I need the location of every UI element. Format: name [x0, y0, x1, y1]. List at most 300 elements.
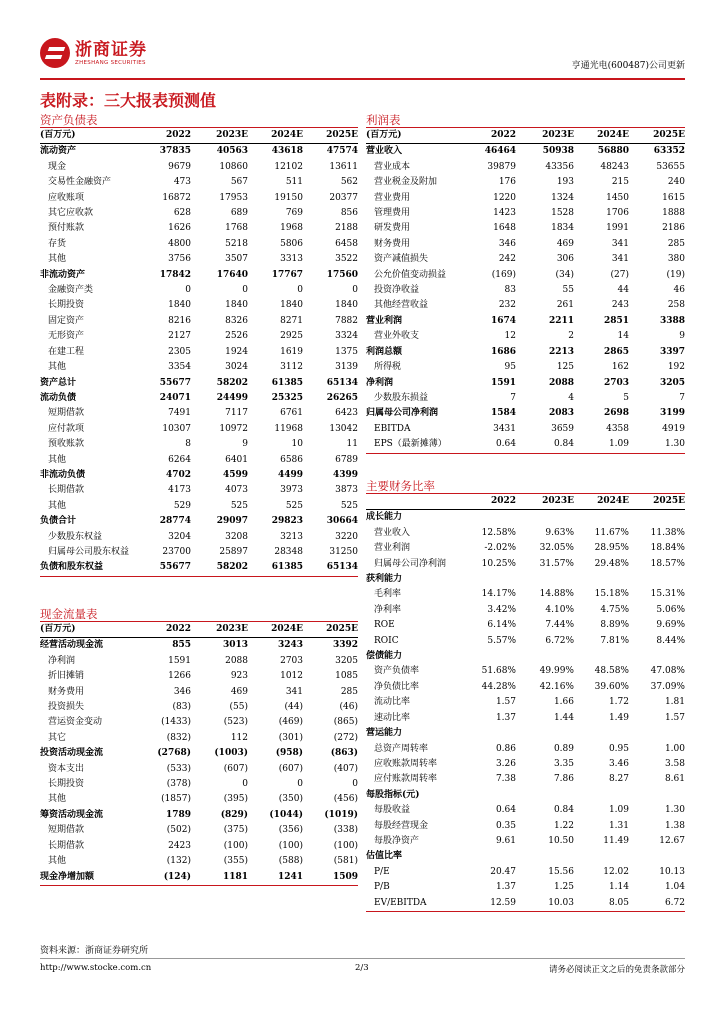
cell-value: 9.61	[495, 835, 516, 846]
row-label: 非流动负债	[40, 469, 86, 480]
cell-value: 3.42%	[487, 604, 516, 615]
cell-value: 8.44%	[656, 635, 685, 646]
cell-value: 0.35	[495, 820, 516, 831]
cell-value: 1266	[168, 671, 191, 682]
page-header	[40, 38, 685, 76]
table-row	[366, 406, 685, 421]
cell-value	[461, 649, 516, 664]
cell-value: 8	[185, 439, 191, 450]
row-label: 长期投资	[48, 300, 85, 311]
cell-value: 14	[617, 331, 629, 342]
cell-value: 3354	[168, 362, 191, 373]
ratios-title: 主要财务比率	[366, 479, 435, 493]
cell-value: 1.66	[553, 697, 574, 708]
cell-value: 0.64	[461, 437, 516, 453]
cell-value: 37.09%	[650, 681, 685, 692]
cell-value: 15.31%	[650, 589, 685, 600]
cell-value: 689	[230, 208, 248, 219]
table-row	[40, 499, 358, 514]
footer-url[interactable]: http://www.stocke.com.cn	[40, 963, 152, 973]
cell-value: 4919	[662, 423, 685, 434]
cell-value: (169)	[491, 269, 516, 280]
row-label: 金融资产类	[48, 285, 94, 296]
cell-value: 7.44%	[545, 620, 574, 631]
cell-value: 50938	[542, 146, 574, 157]
table-row	[40, 144, 358, 160]
year-header: 2022	[461, 128, 516, 144]
cell-value: 39879	[487, 161, 516, 172]
cell-value: 1.25	[553, 882, 574, 893]
cell-value: 1888	[662, 208, 685, 219]
table-row	[366, 603, 685, 618]
cell-value: 14.17%	[481, 589, 516, 600]
cell-value	[574, 788, 629, 803]
cell-value: 3756	[168, 254, 191, 265]
cell-value: 1.37	[495, 882, 516, 893]
cell-value: (301)	[278, 732, 303, 743]
cell-value: (2768)	[157, 748, 191, 759]
cell-value: 4702	[165, 469, 191, 480]
cell-value: 0.95	[608, 743, 629, 754]
cell-value: 8.61	[664, 774, 685, 785]
cell-value: 7117	[225, 408, 248, 419]
cell-value: 3243	[277, 640, 303, 651]
table-row	[366, 788, 685, 803]
cell-value: (27)	[610, 269, 629, 280]
cell-value: 29.48%	[594, 558, 629, 569]
table-row	[40, 252, 358, 267]
cell-value: 8.27	[608, 774, 629, 785]
cell-value: 3431	[493, 423, 516, 434]
cell-value: 8.05	[574, 896, 629, 912]
cell-value: (34)	[555, 269, 574, 280]
cell-value: 3392	[332, 640, 358, 651]
table-row	[40, 514, 358, 529]
cell-value: 232	[498, 300, 516, 311]
cell-value: 3204	[168, 531, 191, 542]
row-label: EBITDA	[374, 423, 411, 434]
cell-value: (272)	[333, 732, 358, 743]
cell-value	[461, 726, 516, 741]
cell-value: 1619	[280, 346, 303, 357]
table-row	[40, 854, 358, 869]
cell-value: 2925	[280, 331, 303, 342]
row-label: 经营活动现金流	[40, 640, 104, 651]
cell-value	[574, 510, 629, 526]
row-label: 净负债比率	[374, 681, 420, 692]
cell-value: (607)	[223, 763, 248, 774]
cell-value: 4	[568, 392, 574, 403]
cell-value: 65134	[326, 377, 358, 388]
table-row	[40, 808, 358, 823]
cell-value: 1840	[225, 300, 248, 311]
cell-value: 473	[173, 177, 191, 188]
cell-value: 1.37	[495, 712, 516, 723]
cell-value: (588)	[278, 856, 303, 867]
row-label: 现金净增加额	[40, 870, 135, 886]
cell-value: 40563	[216, 146, 248, 157]
row-label: 投资活动现金流	[40, 748, 104, 759]
row-label: 折旧摊销	[48, 671, 85, 682]
cell-value	[574, 572, 629, 587]
cell-value: 10972	[219, 423, 248, 434]
table-row	[366, 680, 685, 695]
cell-value: 4358	[606, 423, 629, 434]
cell-value: 0	[297, 779, 303, 790]
cell-value: 567	[230, 177, 248, 188]
cell-value	[629, 788, 685, 803]
cell-value: 15.56	[548, 866, 574, 877]
cell-value	[461, 849, 516, 864]
cell-value: 192	[667, 362, 685, 373]
cell-value: 0	[352, 285, 358, 296]
cell-value: (55)	[229, 702, 248, 713]
cell-value: 2526	[225, 331, 248, 342]
cell-value: (1003)	[214, 748, 248, 759]
cell-value: 29097	[216, 516, 248, 527]
cell-value: 1591	[490, 377, 516, 388]
cell-value: 11.38%	[650, 527, 685, 538]
cell-value: 856	[340, 208, 358, 219]
table-row	[366, 175, 685, 190]
cell-value: (1019)	[324, 809, 358, 820]
cell-value: 25897	[219, 546, 248, 557]
cell-value: 8.89%	[600, 620, 629, 631]
table-row	[40, 530, 358, 545]
cell-value: 0.84	[553, 805, 574, 816]
cell-value: 1.30	[664, 805, 685, 816]
cell-value: 3208	[225, 531, 248, 542]
cell-value: 18.84%	[650, 543, 685, 554]
cell-value: 17767	[271, 269, 303, 280]
table-row	[40, 638, 358, 654]
cell-value: 46	[673, 285, 685, 296]
cell-value: (44)	[284, 702, 303, 713]
cell-value: 28.95%	[594, 543, 629, 554]
cell-value: 3388	[659, 315, 685, 326]
row-label: 资本支出	[48, 763, 85, 774]
cell-value: 5218	[225, 238, 248, 249]
cell-value: (375)	[223, 825, 248, 836]
cell-value: 1241	[248, 870, 303, 886]
cell-value: 3139	[335, 362, 358, 373]
balance-sheet-title: 资产负债表	[40, 113, 98, 127]
row-label: 其他	[48, 454, 67, 465]
cell-value: 3220	[335, 531, 358, 542]
cell-value: 11	[346, 439, 358, 450]
cell-value	[629, 510, 685, 526]
table-row	[40, 669, 358, 684]
cell-value: (83)	[172, 702, 191, 713]
cell-value: 0	[352, 779, 358, 790]
cell-value: 3522	[335, 254, 358, 265]
cell-value: 6458	[335, 238, 358, 249]
cell-value: 61385	[248, 560, 303, 576]
cell-value: 5	[623, 392, 629, 403]
year-header: 2025E	[629, 128, 685, 144]
cell-value: 14.88%	[539, 589, 574, 600]
table-row	[40, 545, 358, 560]
cell-value: 48.58%	[594, 666, 629, 677]
table-row	[366, 819, 685, 834]
row-label: 每股经营现金	[374, 820, 429, 831]
table-row	[366, 510, 685, 526]
table-row	[40, 792, 358, 807]
cell-value: (407)	[333, 763, 358, 774]
unit-header: (百万元)	[366, 128, 461, 144]
cell-value: 1591	[168, 655, 191, 666]
row-label: 预付账款	[48, 223, 85, 234]
cell-value: 37835	[159, 146, 191, 157]
cell-value: 3.46	[608, 758, 629, 769]
cell-value: 2088	[225, 655, 248, 666]
cell-value: 42.16%	[539, 681, 574, 692]
table-row	[40, 870, 358, 886]
table-row	[366, 221, 685, 236]
row-label: 预收账款	[48, 439, 85, 450]
cell-value: 1968	[280, 223, 303, 234]
year-header: 2024E	[248, 622, 303, 638]
cell-value: 9	[242, 439, 248, 450]
cell-value: 0.64	[495, 805, 516, 816]
cell-value: 1085	[335, 671, 358, 682]
cell-value	[574, 726, 629, 741]
row-label: 少数股东权益	[48, 531, 103, 542]
row-label: 应付账款周转率	[374, 774, 438, 785]
cell-value: 0.86	[495, 743, 516, 754]
cell-value	[574, 649, 629, 664]
cell-value: 1181	[191, 870, 248, 886]
cell-value: 10.25%	[481, 558, 516, 569]
cell-value: 1840	[280, 300, 303, 311]
cell-value: 3199	[659, 408, 685, 419]
cell-value: 243	[611, 300, 629, 311]
cell-value: 61385	[271, 377, 303, 388]
cell-value: 24499	[216, 392, 248, 403]
table-row	[366, 360, 685, 375]
row-label: 流动比率	[374, 697, 411, 708]
row-label: 负债合计	[40, 516, 77, 527]
cell-value: 3205	[335, 655, 358, 666]
cell-value: 29823	[271, 516, 303, 527]
cell-value: 49.99%	[539, 666, 574, 677]
cell-value: 2865	[603, 346, 629, 357]
brand-name-cn: 浙商证券	[75, 40, 147, 60]
year-header: 2025E	[303, 128, 358, 144]
cell-value: 83	[504, 285, 516, 296]
cell-value: 162	[611, 362, 629, 373]
cell-value: 2186	[662, 223, 685, 234]
cell-value: (832)	[166, 732, 191, 743]
row-label: 短期借款	[48, 825, 85, 836]
row-label: 其他	[48, 856, 67, 867]
table-row	[366, 772, 685, 787]
cell-value	[516, 649, 574, 664]
cell-value: 0	[242, 285, 248, 296]
cell-value: 19150	[274, 192, 303, 203]
cell-value: 1450	[606, 192, 629, 203]
cell-value: (456)	[333, 794, 358, 805]
cell-value: 4399	[332, 469, 358, 480]
year-header: 2023E	[516, 128, 574, 144]
cell-value: 13611	[329, 161, 358, 172]
cell-value: 3.35	[553, 758, 574, 769]
cell-value: 2703	[280, 655, 303, 666]
cell-value: 240	[667, 177, 685, 188]
row-label: 每股净资产	[374, 835, 420, 846]
cell-value: 0.84	[516, 437, 574, 453]
source-note: 资料来源：浙商证券研究所	[40, 946, 149, 956]
table-row	[366, 329, 685, 344]
row-label: 其他	[48, 794, 67, 805]
cell-value: (355)	[223, 856, 248, 867]
cell-value: 2703	[603, 377, 629, 388]
row-label: 长期投资	[48, 779, 85, 790]
cell-value: 32.05%	[539, 543, 574, 554]
cell-value: 2698	[603, 408, 629, 419]
cell-value: 6264	[168, 454, 191, 465]
cell-value: -2.02%	[484, 543, 516, 554]
table-row	[40, 483, 358, 498]
year-header: 2023E	[516, 494, 574, 510]
cell-value: 20.47	[490, 866, 516, 877]
footer-divider	[40, 958, 685, 959]
cell-value: 855	[172, 640, 191, 651]
cell-value: 3873	[335, 485, 358, 496]
cell-value: 2213	[548, 346, 574, 357]
cell-value: 7.86	[553, 774, 574, 785]
row-label: 归属母公司净利润	[366, 408, 439, 419]
row-label: EV/EBITDA	[366, 896, 461, 912]
table-row	[40, 160, 358, 175]
cell-value: 6.72	[629, 896, 685, 912]
cell-value: 525	[230, 500, 248, 511]
table-row	[40, 560, 358, 576]
cell-value: 43618	[271, 146, 303, 157]
table-row	[40, 437, 358, 452]
cell-value: 1648	[493, 223, 516, 234]
row-label: 非流动资产	[40, 269, 86, 280]
row-label: 总资产周转率	[374, 743, 429, 754]
cell-value: 1584	[490, 408, 516, 419]
row-label: P/E	[374, 866, 390, 877]
cell-value	[574, 849, 629, 864]
cell-value: 1991	[606, 223, 629, 234]
table-row	[366, 268, 685, 283]
cell-value	[461, 572, 516, 587]
cell-value: 15.18%	[594, 589, 629, 600]
cell-value: 242	[498, 254, 516, 265]
cell-value: 7491	[168, 408, 191, 419]
table-row	[366, 803, 685, 818]
cell-value: 1.14	[608, 882, 629, 893]
cell-value: 28348	[274, 546, 303, 557]
page-title: 表附录：三大报表预测值	[40, 91, 217, 110]
row-label: 成长能力	[366, 512, 403, 523]
table-row	[40, 283, 358, 298]
row-label: 偿债能力	[366, 651, 403, 662]
cell-value: (502)	[166, 825, 191, 836]
table-row	[366, 252, 685, 267]
table-row	[40, 268, 358, 283]
table-row	[40, 422, 358, 437]
cell-value: 3024	[225, 362, 248, 373]
cell-value: 285	[340, 686, 358, 697]
unit-header: (百万元)	[40, 128, 135, 144]
brand-logo	[40, 38, 147, 68]
table-row	[40, 406, 358, 421]
cell-value: 1840	[335, 300, 358, 311]
cell-value: 1220	[493, 192, 516, 203]
year-header: 2022	[135, 128, 191, 144]
cell-value: (132)	[166, 856, 191, 867]
row-label: 流动负债	[40, 392, 77, 403]
table-row	[366, 865, 685, 880]
table-row	[366, 880, 685, 895]
cell-value: (395)	[223, 794, 248, 805]
table-row	[366, 618, 685, 633]
year-header: 2025E	[303, 622, 358, 638]
cell-value: 0	[185, 285, 191, 296]
row-label: 长期借款	[48, 840, 85, 851]
row-label: 每股指标(元)	[366, 789, 420, 800]
row-label: 财务费用	[48, 686, 85, 697]
cell-value: (1857)	[161, 794, 191, 805]
cell-value: 10.13	[659, 866, 685, 877]
cell-value: 26265	[326, 392, 358, 403]
cell-value: (19)	[666, 269, 685, 280]
cell-value: 7	[510, 392, 516, 403]
row-label: 所得税	[374, 362, 402, 373]
row-label: 研发费用	[374, 223, 411, 234]
table-row	[366, 422, 685, 437]
year-header: 2022	[135, 622, 191, 638]
cell-value: (1044)	[269, 809, 303, 820]
cell-value: 511	[285, 177, 303, 188]
cell-value: 55	[562, 285, 574, 296]
cell-value: 63352	[653, 146, 685, 157]
row-label: 营业收入	[366, 146, 403, 157]
cell-value: 6.14%	[487, 620, 516, 631]
table-row	[40, 391, 358, 406]
cell-value: (469)	[278, 717, 303, 728]
table-row	[366, 557, 685, 572]
row-label: 速动比率	[374, 712, 411, 723]
cell-value: 1.81	[664, 697, 685, 708]
cell-value: 17953	[219, 192, 248, 203]
cell-value: 10.50	[548, 835, 574, 846]
cell-value: 10860	[219, 161, 248, 172]
cell-value	[629, 572, 685, 587]
table-row	[366, 726, 685, 741]
cell-value: (829)	[220, 809, 248, 820]
cell-value: 285	[667, 238, 685, 249]
row-label: 投资损失	[48, 702, 85, 713]
row-label: 净利率	[374, 604, 402, 615]
cell-value: 1.09	[574, 437, 629, 453]
cell-value: 125	[556, 362, 574, 373]
row-label: 应付款项	[48, 423, 85, 434]
row-label: 营运资金变动	[48, 717, 103, 728]
cell-value: 31.57%	[539, 558, 574, 569]
cell-value: 529	[173, 500, 191, 511]
table-row	[40, 654, 358, 669]
row-label: 净利润	[366, 377, 394, 388]
cell-value: 306	[556, 254, 574, 265]
table-row	[366, 649, 685, 664]
table-row	[40, 314, 358, 329]
table-row	[366, 896, 685, 912]
